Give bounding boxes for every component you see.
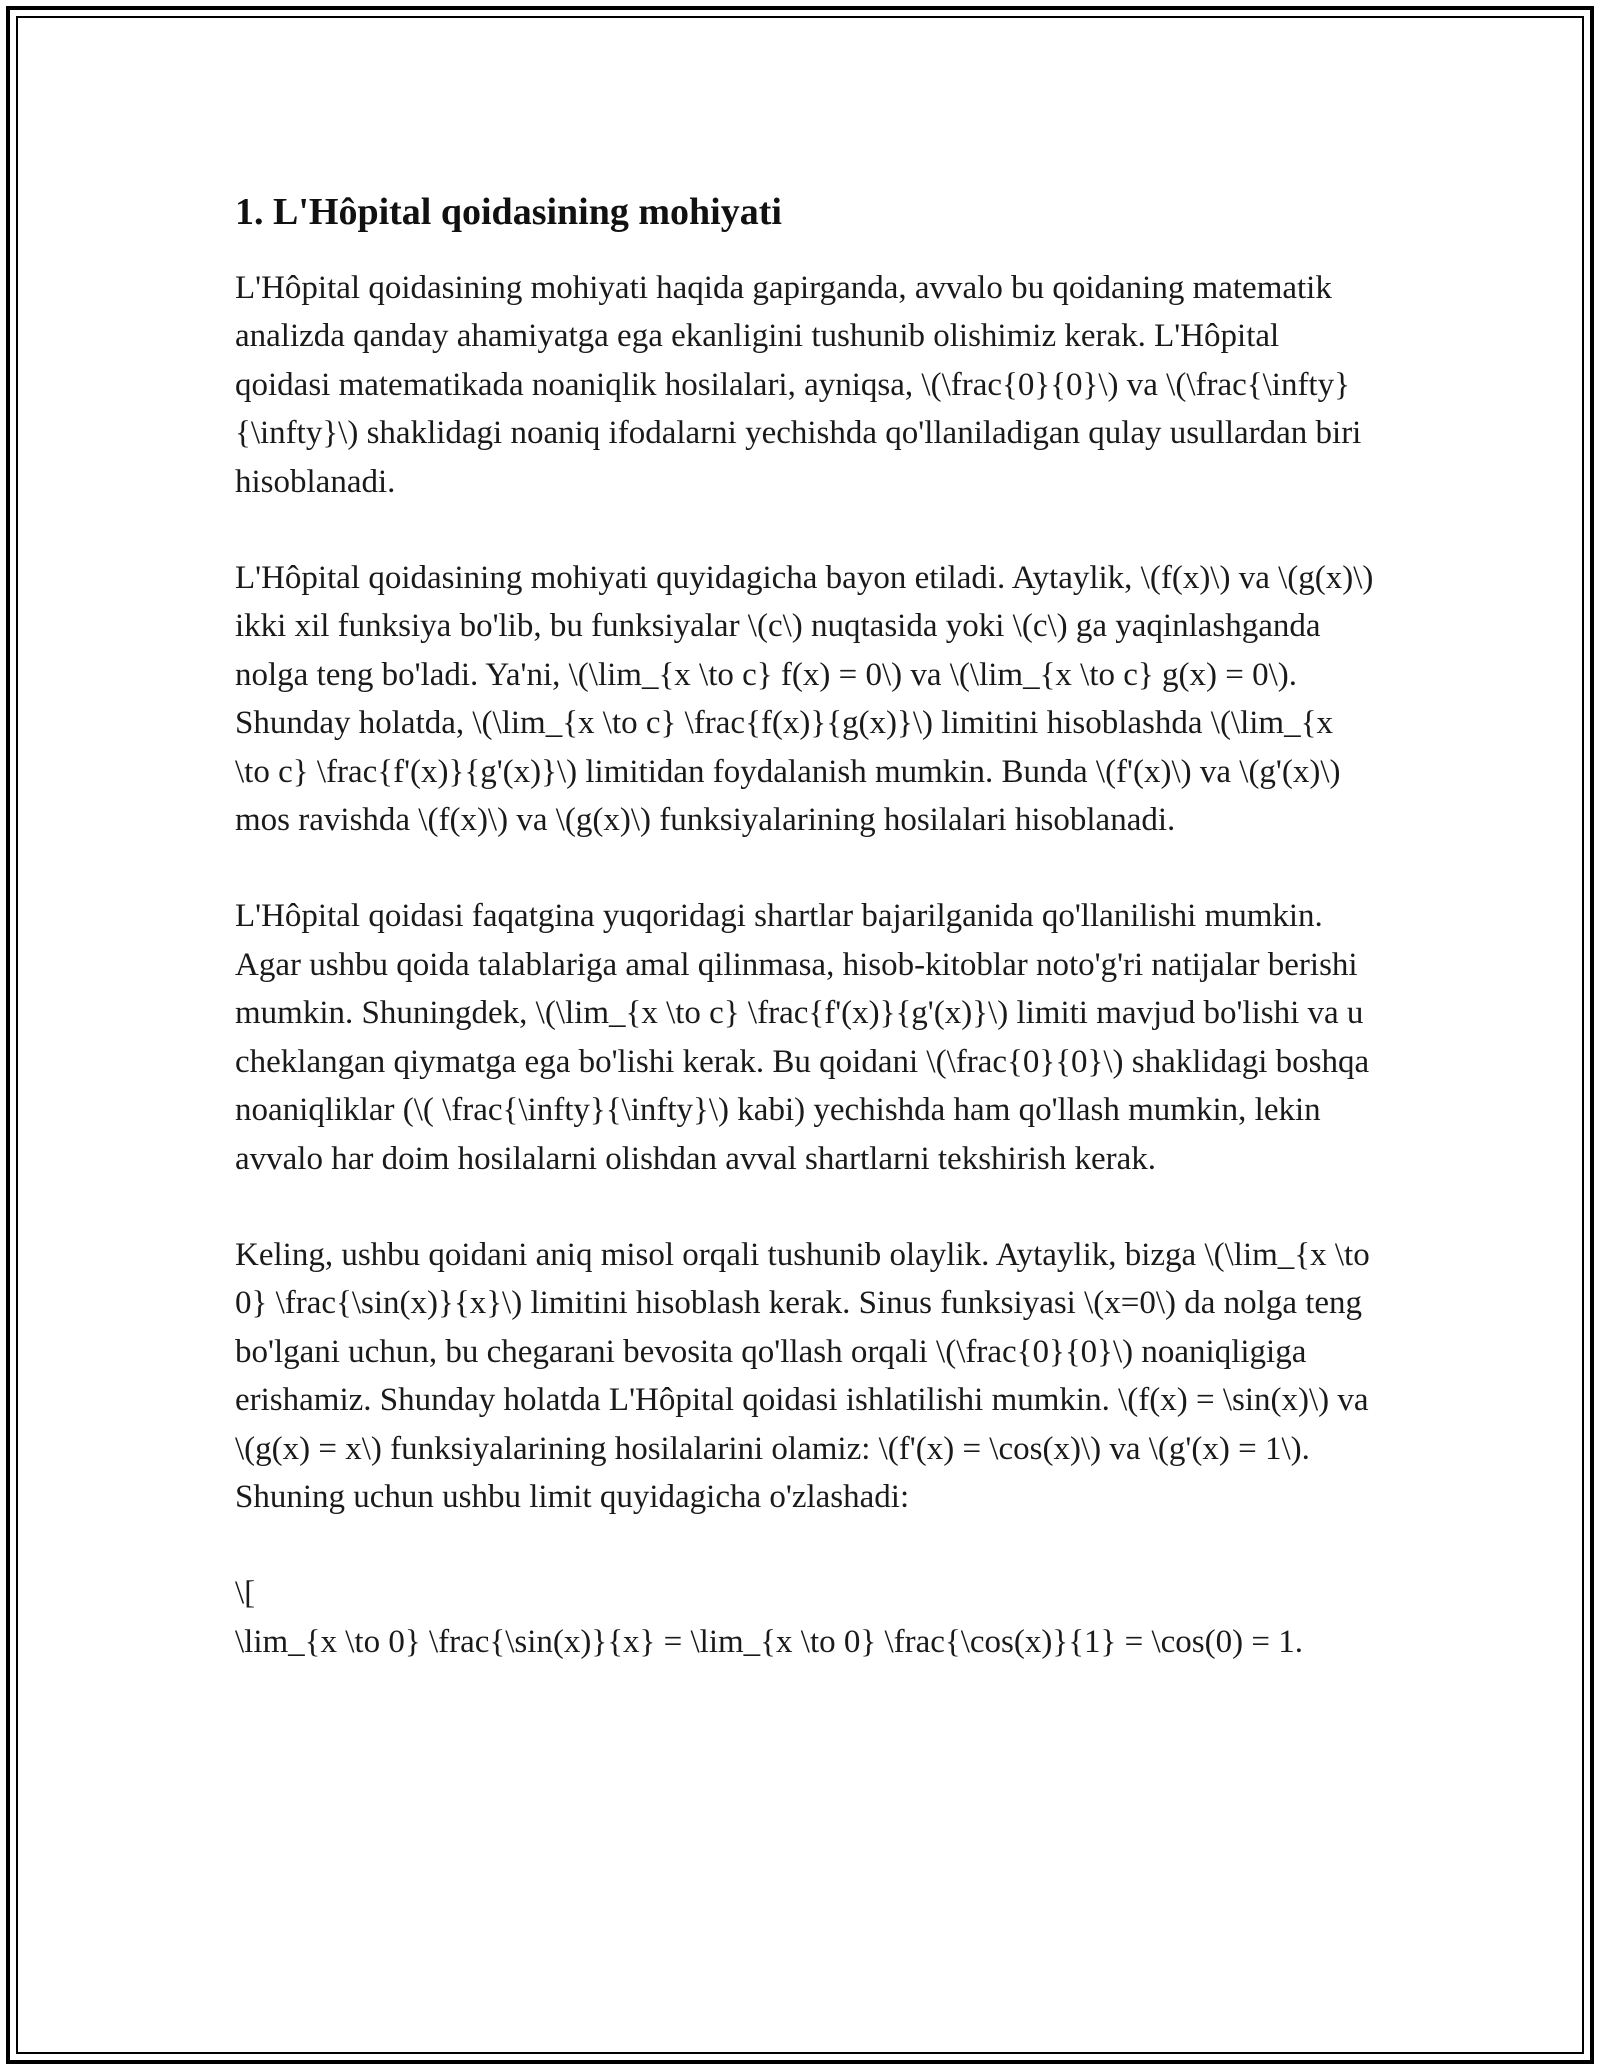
equation-open-delimiter: \[: [235, 1575, 256, 1612]
document-body: [235, 186, 1375, 1666]
equation-body: \lim_{x \to 0} \frac{\sin(x)}{x} = \lim_{x \to 0} \frac{\cos(x)}{1} = \cos(0) = 1.: [235, 1623, 1303, 1660]
paragraph-3: L'Hôpital qoidasi faqatgina yuqoridagi shartlar bajarilganida qo'llanilishi mumkin. Agar ushbu qoida talablariga amal qilinmasa, hisob-kitoblar noto'g'ri natijalar berishi mumkin. Shuningdek, \(\lim_{x \to c} \frac{f'(x)}{g'(x)}\) limiti mavjud bo'lishi va u cheklangan qiymatga ega bo'lishi kerak. Bu qoidani \(\frac{0}{0}\) shaklidagi boshqa noaniqliklar (\( \frac{\infty}{\infty}\) kabi) yechishda ham qo'llash mumkin, lekin avvalo har doim hosilalarni olishdan avval shartlarni tekshirish kerak.: [235, 898, 1370, 1177]
paragraph-1: L'Hôpital qoidasining mohiyati haqida gapirganda, avvalo bu qoidaning matematik analizda qanday ahamiyatga ega ekanligini tushunib olishimiz kerak. L'Hôpital qoidasi matematikada noaniqlik hosilalari, ayniqsa, \(\frac{0}{0}\) va \(\frac{\infty}{\infty}\) shaklidagi noaniq ifodalarni yechishda qo'llaniladigan qulay usullardan biri hisoblanadi.: [235, 270, 1362, 500]
paragraph-4: Keling, ushbu qoidani aniq misol orqali tushunib olaylik. Aytaylik, bizga \(\lim_{x \to 0} \frac{\sin(x)}{x}\) limitini hisoblash kerak. Sinus funksiyasi \(x=0\) da nolga teng bo'lgani uchun, bu chegarani bevosita qo'llash orqali \(\frac{0}{0}\) noaniqligiga erishamiz. Shunday holatda L'Hôpital qoidasi ishlatilishi mumkin. \(f(x) = \sin(x)\) va \(g(x) = x\) funksiyalarining hosilalarini olamiz: \(f'(x) = \cos(x)\) va \(g'(x) = 1\). Shuning uchun ushbu limit quyidagicha o'zlashadi:: [235, 1236, 1370, 1515]
section-heading: 1. L'Hôpital qoidasining mohiyati: [235, 191, 782, 233]
display-equation: [235, 1569, 1375, 1666]
paragraph-2: L'Hôpital qoidasining mohiyati quyidagicha bayon etiladi. Aytaylik, \(f(x)\) va \(g(x)\) ikki xil funksiya bo'lib, bu funksiyalar \(c\) nuqtasida yoki \(c\) ga yaqinlashganda nolga teng bo'ladi. Ya'ni, \(\lim_{x \to c} f(x) = 0\) va \(\lim_{x \to c} g(x) = 0\). Shunday holatda, \(\lim_{x \to c} \frac{f(x)}{g(x)}\) limitini hisoblashda \(\lim_{x \to c} \frac{f'(x)}{g'(x)}\) limitidan foydalanish mumkin. Bunda \(f'(x)\) va \(g'(x)\) mos ravishda \(f(x)\) va \(g(x)\) funksiyalarining hosilalari hisoblanadi.: [235, 560, 1374, 839]
